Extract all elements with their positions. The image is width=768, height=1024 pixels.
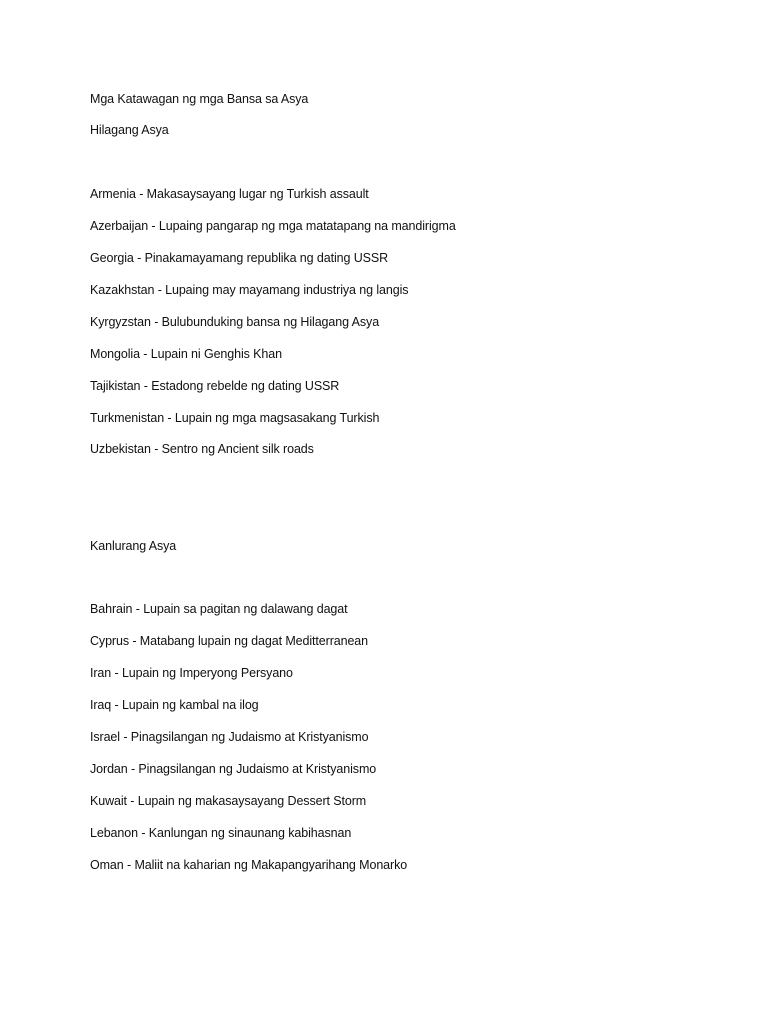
document-title: Mga Katawagan ng mga Bansa sa Asya <box>90 92 309 106</box>
list-item: Lebanon - Kanlungan ng sinaunang kabihasnan <box>90 826 352 840</box>
section-heading-kanlurang-asya: Kanlurang Asya <box>90 539 177 553</box>
list-item: Oman - Maliit na kaharian ng Makapangyarihang Monarko <box>90 858 408 872</box>
list-item: Kyrgyzstan - Bulubunduking bansa ng Hilagang Asya <box>90 315 380 329</box>
list-item: Iran - Lupain ng Imperyong Persyano <box>90 666 293 680</box>
list-item: Uzbekistan - Sentro ng Ancient silk roads <box>90 442 314 456</box>
list-item: Armenia - Makasaysayang lugar ng Turkish assault <box>90 187 369 201</box>
list-item: Mongolia - Lupain ni Genghis Khan <box>90 347 282 361</box>
list-item: Bahrain - Lupain sa pagitan ng dalawang dagat <box>90 602 348 616</box>
list-item: Kazakhstan - Lupaing may mayamang industriya ng langis <box>90 283 409 297</box>
list-item: Tajikistan - Estadong rebelde ng dating USSR <box>90 379 340 393</box>
list-item: Turkmenistan - Lupain ng mga magsasakang Turkish <box>90 411 380 425</box>
list-item: Iraq - Lupain ng kambal na ilog <box>90 698 259 712</box>
list-item: Israel - Pinagsilangan ng Judaismo at Kristyanismo <box>90 730 369 744</box>
list-item: Georgia - Pinakamayamang republika ng dating USSR <box>90 251 389 265</box>
list-item: Azerbaijan - Lupaing pangarap ng mga matatapang na mandirigma <box>90 219 456 233</box>
list-item: Cyprus - Matabang lupain ng dagat Meditterranean <box>90 634 369 648</box>
list-item: Jordan - Pinagsilangan ng Judaismo at Kristyanismo <box>90 762 377 776</box>
section-heading-hilagang-asya: Hilagang Asya <box>90 123 169 137</box>
list-item: Kuwait - Lupain ng makasaysayang Dessert Storm <box>90 794 367 808</box>
